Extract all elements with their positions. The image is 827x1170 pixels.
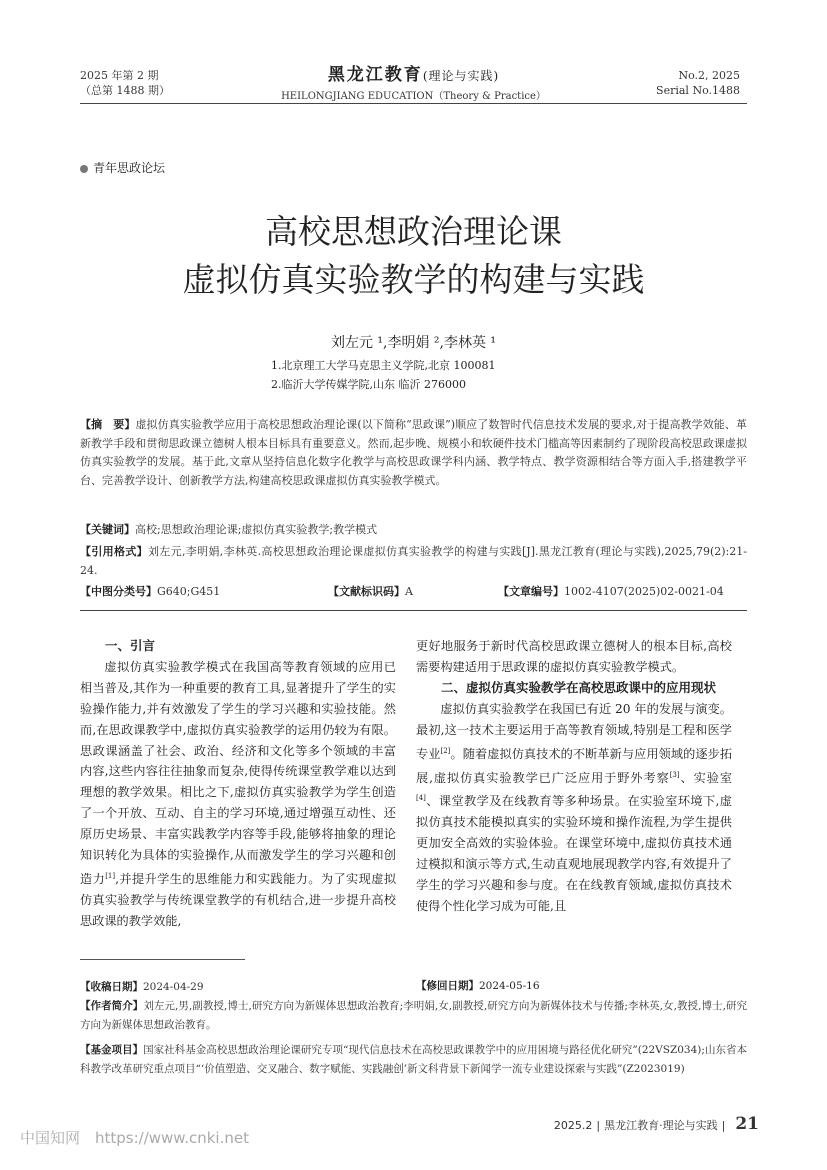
issue-cn: 2025 年第 2 期	[80, 69, 159, 82]
article-number: 【文章编号】1002-4107(2025)02-0021-04	[498, 585, 724, 598]
received-date: 【收稿日期】2024-04-29	[80, 981, 204, 993]
title-line-1: 高校思想政治理论课	[265, 212, 562, 251]
body-right-column	[416, 636, 732, 917]
bullet-dot-icon	[80, 165, 88, 173]
keywords	[80, 521, 747, 540]
serial-en: Serial No.1488	[656, 84, 740, 97]
abstract-text: 虚拟仿真实验教学应用于高校思想政治理论课(以下简称“思政课”)顺应了数智时代信息技术发展的要求,对于提高教学效能、革新教学手段和贯彻思政课立德树人根本目标具有重要意义。然而,起步晚、规模小和软硬件技术门槛高等因素制约了现阶段高校思政课虚拟仿真实验教学的发展。基于此,文章从坚持信息化数字化教学与高校思政课学科内涵、教学特点、教学资源相结合等方面入手,搭建教学平台、完善教学设计、创新教学方法,构建高校思政课虚拟仿真实验教学模式。	[80, 418, 747, 487]
section-1-heading: 一、引言	[105, 638, 156, 653]
meta-divider	[80, 610, 747, 611]
footer-issue: 2025.2	[553, 1119, 593, 1132]
abstract-label: 【摘 要】	[80, 418, 136, 431]
document-code: 【文献标识码】A	[328, 585, 413, 598]
issue-en: No.2, 2025	[678, 69, 740, 82]
classification-row	[80, 583, 747, 601]
authors: 刘左元 ¹,李明娟 ²,李林英 ¹	[330, 335, 497, 351]
footer-journal: 黑龙江教育·理论与实践	[604, 1119, 718, 1132]
journal-title-cn: 黑龙江教育(理论与实践)	[327, 65, 500, 85]
citation-label: 【引用格式】	[80, 545, 148, 558]
abstract	[80, 416, 747, 490]
revised-date: 【修回日期】2024-05-16	[416, 980, 540, 992]
column-label: 青年思政论坛	[80, 159, 165, 176]
keywords-text: 高校;思想政治理论课;虚拟仿真实验教学;教学模式	[135, 523, 378, 536]
body-left-column	[80, 636, 396, 932]
author-bio: 【作者简介】刘左元,男,副教授,博士,研究方向为新媒体思想政治教育;李明娟,女,副教授,研究方向为新媒体技术与传播;李林英,女,教授,博士,研究方向为新媒体思想政治教育。	[80, 1000, 748, 1031]
continued-paragraph: 更好地服务于新时代高校思政课立德树人的根本目标,高校需要构建适用于思政课的虚拟仿真实验教学模式。	[416, 639, 732, 674]
section-1-paragraph: 虚拟仿真实验教学模式在我国高等教育领域的应用已相当普及,其作为一种重要的教育工具,显著提升了学生的实验操作能力,并有效激发了学生的学习兴趣和实验技能。然而,在思政课教学中,虚拟仿真实验教学的运用仍较为有限。思政课涵盖了社会、政治、经济和文化等多个领域的丰富内容,这些内容往往抽象而复杂,使得传统课堂教学难以达到理想的教学效果。相比之下,虚拟仿真实验教学为学生创造了一个开放、互动、自主的学习环境,通过增强互动性、还原历史场景、丰富实践教学内容等手段,能够将抽象的理论知识转化为具体的实验操作,从而激发学生的学习兴趣和创造力[1],并提升学生的思维能力和实践能力。为了实现虚拟仿真实验教学与传统课堂教学的有机结合,进一步提升高校思政课的教学效能,	[80, 659, 397, 928]
section-2-paragraph: 虚拟仿真实验教学在我国已有近 20 年的发展与演变。最初,这一技术主要运用于高等教育领域,特别是工程和医学专业[2]。随着虚拟仿真技术的不断革新与应用领域的逐步拓展,虚拟仿真实验教学已广泛应用于野外考察[3]、实验室[4]、课堂教学及在线教育等多种场景。在实验室环境下,虚拟仿真技术能模拟真实的实验环境和操作流程,为学生提供更加安全高效的实验体验。在课堂环境中,虚拟仿真技术通过模拟和演示等方式,生动直观地展现教学内容,有效提升了学生的学习兴趣和参与度。在在线教育领域,虚拟仿真技术使得个性化学习成为可能,且	[416, 701, 733, 914]
section-2-heading: 二、虚拟仿真实验教学在高校思政课中的应用现状	[441, 679, 717, 695]
citation-text: 刘左元,李明娟,李林英.高校思想政治理论课虚拟仿真实验教学的构建与实践[J].黑龙江教育(理论与实践),2025,79(2):21-24.	[80, 545, 748, 577]
keywords-label: 【关键词】	[80, 523, 135, 536]
page-number: 21	[735, 1114, 759, 1134]
total-issue-cn: （总第 1488 期）	[80, 84, 170, 97]
article-title	[0, 208, 827, 304]
cnki-watermark: 中国知网 https://www.cnki.net	[20, 1129, 249, 1147]
title-line-2: 虚拟仿真实验教学的构建与实践	[182, 260, 645, 299]
affiliation-2: 2.临沂大学传媒学院,山东 临沂 276000	[271, 378, 466, 391]
citation	[80, 543, 747, 580]
page-footer: 2025.2 | 黑龙江教育·理论与实践 | 21	[553, 1114, 759, 1134]
header-rule	[80, 103, 747, 104]
clc-number: 【中图分类号】G640;G451	[80, 585, 221, 598]
funding: 【基金项目】国家社科基金高校思想政治理论课研究专项“现代信息技术在高校思政课教学中的应用困境与路径优化研究”(22VSZ034);山东省本科教学改革研究重点项目“‘价值塑造、交叉融合、数字赋能、实践融创’新文科背景下新闻学一流专业建设探索与实践”(Z2023019)	[80, 1044, 747, 1075]
affiliation-1: 1.北京理工大学马克思主义学院,北京 100081	[271, 359, 496, 372]
header-issue-info-en	[656, 68, 740, 98]
footnote-rule	[80, 959, 245, 960]
journal-title-en: HEILONGJIANG EDUCATION（Theory & Practice）	[281, 91, 546, 102]
